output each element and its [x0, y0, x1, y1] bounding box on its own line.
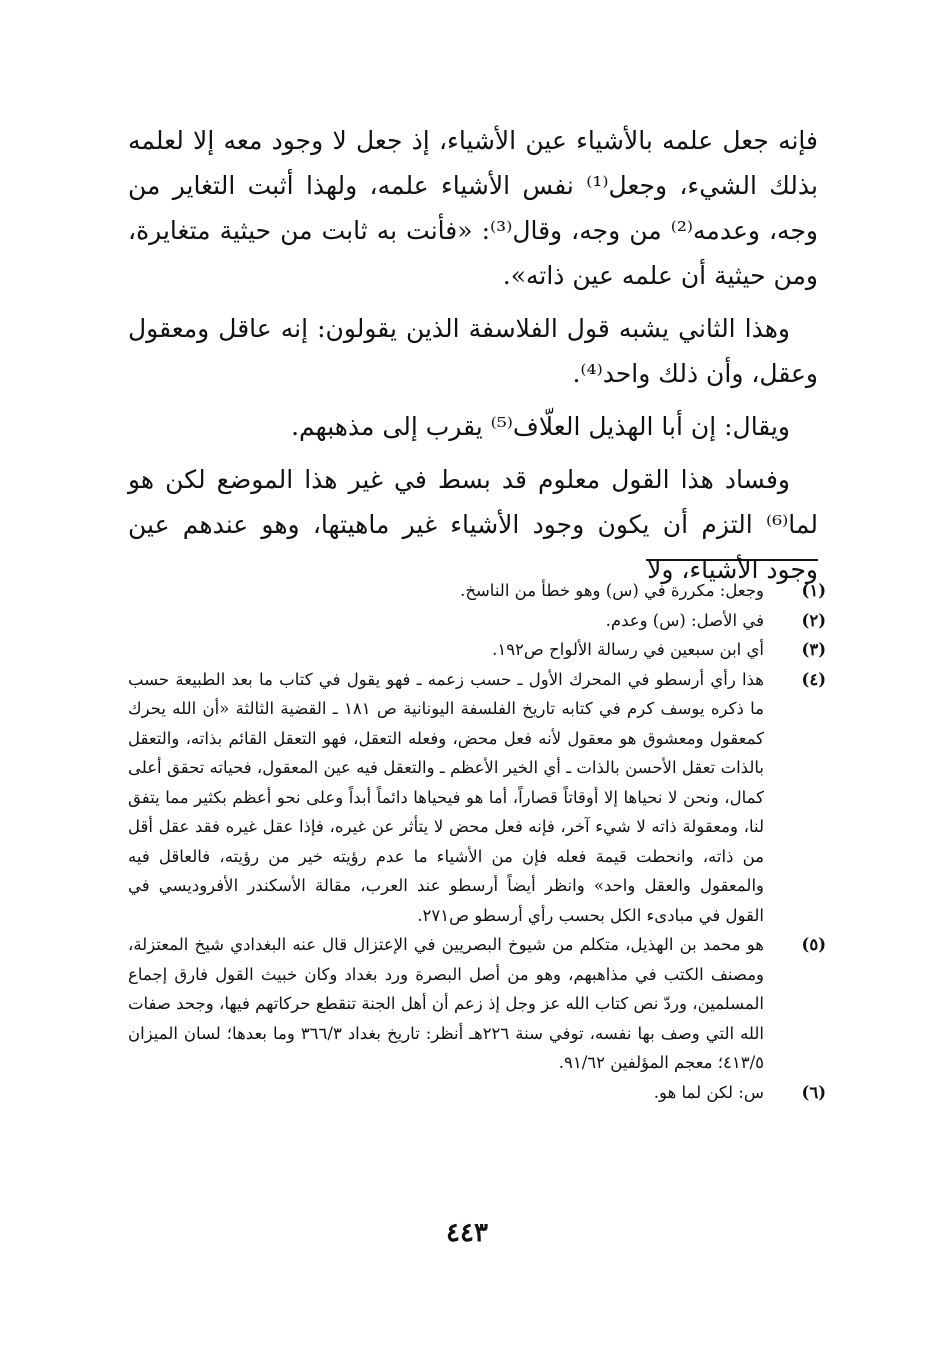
footnote-text: هو محمد بن الهذيل، متكلم من شيوخ البصريين في الإعتزال قال عنه البغدادي شيخ المعتزلة، ومصنف الكتب في مذاهبهم، وهو من أصل البصرة ورد بغداد وكان خبيث القول فارق إجماع المسلمين، وردّ نص كتاب الله عز وجل إذ زعم أن أهل الجنة تنقطع حركاتهم فيها، وجحد صفات الله التي وصف بها نفسه، توفي سنة ٢٢٦هـ أنظر: تاريخ بغداد ٣٦٦/٣ وما بعدها؛ لسان الميزان ٤١٣/٥؛ معجم المؤلفين ٩١/٦٢. [128, 935, 765, 1072]
footnote [128, 606, 826, 636]
paragraph: ويقال: إن أبا الهذيل العلّاف⁽⁵⁾ يقرب إلى مذهبهم. [291, 412, 790, 441]
footnote-text: وجعل: مكررة في (س) وهو خطأ من الناسخ. [460, 581, 764, 600]
footnote-text: س: لكن لما هو. [653, 1082, 764, 1102]
footnote-text: في الأصل: (س) وعدم. [605, 610, 764, 630]
footnote-number: (١) [801, 581, 826, 600]
footnote-number: (٤) [801, 669, 826, 689]
footnote [128, 930, 826, 1078]
main-text [128, 118, 818, 600]
footnote-divider [646, 559, 818, 561]
footnote [128, 576, 826, 606]
paragraph: وهذا الثاني يشبه قول الفلاسفة الذين يقولون: إنه عاقل ومعقول وعقل، وأن ذلك واحد⁽⁴⁾. [128, 314, 818, 388]
footnote [128, 635, 826, 665]
page-number: ٤٤٣ [446, 1218, 488, 1248]
paragraph: وفساد هذا القول معلوم قد بسط في غير هذا الموضع لكن هو لما⁽⁶⁾ التزم أن يكون وجود الأشياء غير ماهيتها، وهو عندهم عين وجود الأشياء، ولا [128, 465, 818, 584]
footnotes [128, 576, 826, 1107]
footnote-number: (٥) [801, 935, 826, 954]
footnote [128, 1078, 826, 1108]
footnote-number: (٣) [801, 640, 826, 659]
footnote-text: أي ابن سبعين في رسالة الألواح ص١٩٢. [492, 640, 764, 659]
paragraph: فإنه جعل علمه بالأشياء عين الأشياء، إذ جعل لا وجود معه إلا لعلمه بذلك الشيء، وجعل⁽¹⁾ نفس الأشياء علمه، ولهذا أثبت التغاير من وجه، وعدمه⁽²⁾ من وجه، وقال⁽³⁾: «فأنت به ثابت من حيثية متغايرة، ومن حيثية أن علمه عين ذاته». [128, 126, 818, 290]
footnote-text: هذا رأي أرسطو في المحرك الأول ـ حسب زعمه ـ فهو يقول في كتاب ما بعد الطبيعة حسب ما ذكره يوسف كرم في كتابه تاريخ الفلسفة اليونانية ص ١٨١ ـ القضية الثالثة «أن الله يحرك كمعقول ومعشوق هو معقول لأنه فعل محض، وفعله التعقل، فهو التعقل القائم بذاته، والتعقل بالذات تعقل الأحسن بالذات ـ أي الخير الأعظم ـ والتعقل فيه عين المعقول، فحياته تحقق أعلى كمال، ونحن لا نحياها إلا أوقاتاً قصاراً، أما هو فيحياها دائماً أبداً وعلى نحو أعظم بكثير مما يتفق لنا، ومعقولة ذاته لا شيء آخر، فإنه فعل محض لا يتأثر عن غيره، فإذا عقل غيره فقد عقل أقل من ذاته، وانحطت قيمة فعله فإن من الأشياء ما عدم رؤيته خير من رؤيته، فالعاقل فيه والمعقول والعقل واحد» وانظر أيضاً أرسطو عند العرب، مقالة الأسكندر الأفروديسي في القول في مبادىء الكل بحسب رأي أرسطو ص٢٧١. [128, 669, 764, 925]
footnote-number: (٢) [801, 610, 826, 630]
footnote-number: (٦) [801, 1082, 826, 1102]
footnote [128, 665, 826, 931]
